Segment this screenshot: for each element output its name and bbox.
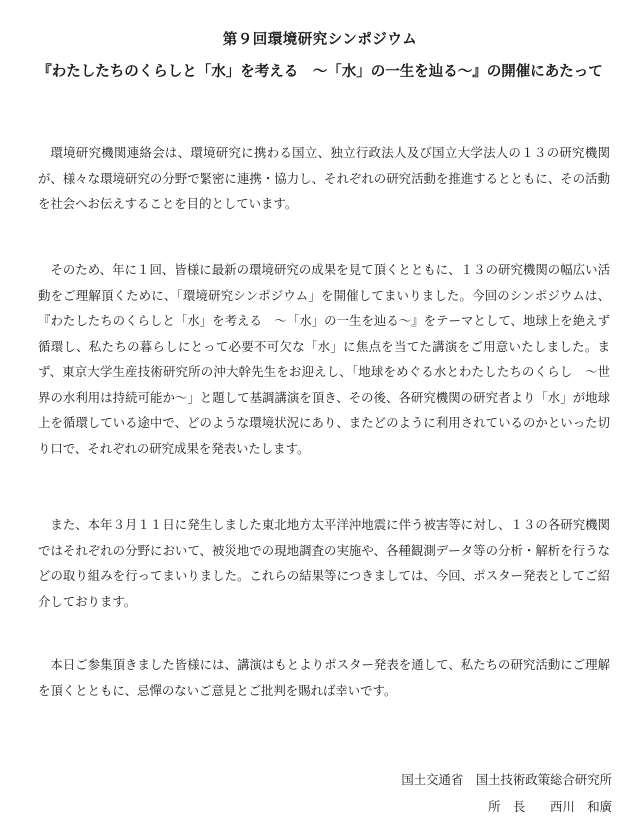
- signature-organization: 国土交通省 国土技術政策総合研究所: [401, 772, 612, 787]
- document-title: 第９回環境研究シンポジウム: [222, 32, 418, 48]
- paragraph-closing: 本日ご参集頂きました皆様には、講演はもとよりポスター発表を通して、私たちの研究活動にご理解を頂くとともに、忌憚のないご意見とご批判を賜れば幸いです。: [38, 657, 610, 698]
- document-subtitle: 『わたしたちのくらしと「水」を考える ～「水」の一生を辿る～』の開催にあたって: [37, 64, 603, 80]
- signature-name: 所 長 西川 和廣: [488, 799, 612, 814]
- paragraph-earthquake: また、本年３月１１日に発生しました東北地方太平洋沖地震に伴う被害等に対し、１３の各研究機関ではそれぞれの分野において、被災地での現地調査の実施や、各種観測データ等の分析・解析を行うなどの取り組みを行ってまいりました。これらの結果等につきましては、今回、ポスター発表としてご紹介しております。: [38, 517, 610, 609]
- paragraph-symposium: そのため、年に１回、皆様に最新の環境研究の成果を見て頂くとともに、１３の研究機関の幅広い活動をご理解頂くために、「環境研究シンポジウム」を開催してまいりました。今回のシンポジウムは、『わたしたちのくらしと「水」を考える ～「水」の一生を辿る～』をテーマとして、地球上を絶えず循環し、私たちの暮らしにとって必要不可欠な「水」に焦点を当てた講演をご用意いたしました。まず、東京大学生産技術研究所の沖大幹先生をお迎えし、「地球をめぐる水とわたしたちのくらし ～世界の水利用は持続可能か～」と題して基調講演を頂き、その後、各研究機関の研究者より「水」が地球上を循環している途中で、どのような環境状況にあり、またどのように利用されているのかといった切り口で、それぞれの研究成果を発表いたします。: [38, 262, 610, 456]
- paragraph-intro: 環境研究機関連絡会は、環境研究に携わる国立、独立行政法人及び国立大学法人の１３の研究機関が、様々な環境研究の分野で緊密に連携・協力し、それぞれの研究活動を推進するとともに、その活動を社会へお伝えすることを目的としています。: [38, 145, 610, 211]
